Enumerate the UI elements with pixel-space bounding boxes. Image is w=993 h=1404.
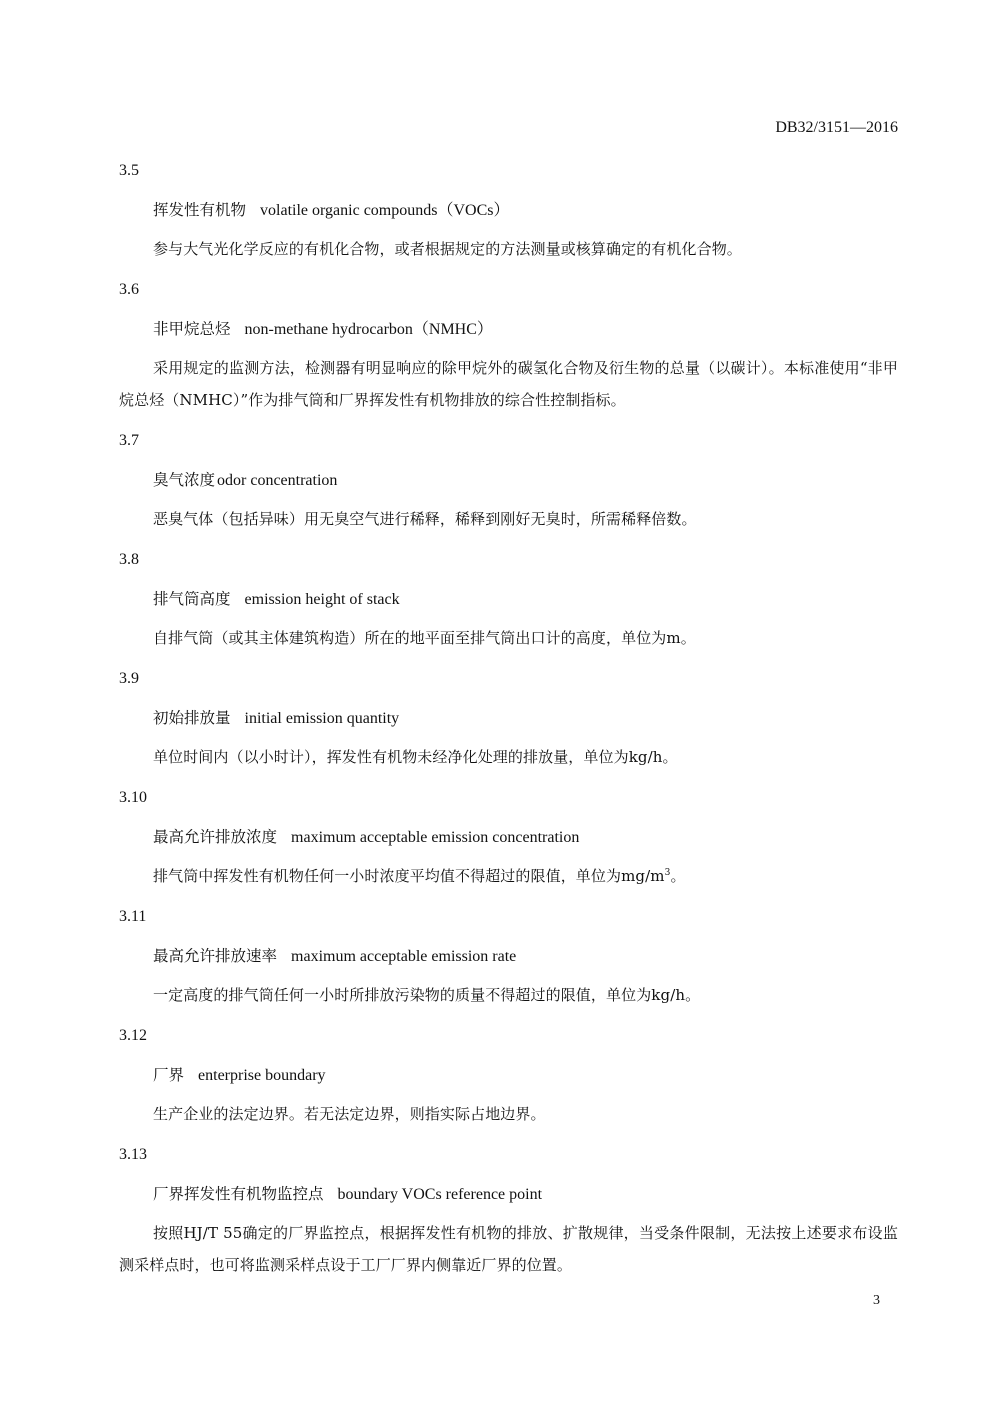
definition-text: 一定高度的排气筒任何一小时所排放污染物的质量不得超过的限值，单位为kg/h。 [153,986,701,1004]
section-number: 3.12 [119,1027,147,1044]
term-line [119,1184,898,1204]
term-chinese: 最高允许排放浓度 [153,828,278,846]
section-number: 3.5 [119,162,139,179]
term-english: emission height of stack [244,591,400,608]
term-line [119,827,898,847]
term-english: maximum acceptable emission concentration [291,829,580,846]
term-chinese: 厂界 [153,1066,185,1084]
page-number: 3 [873,1293,880,1308]
section-number: 3.13 [119,1146,147,1163]
term-english: initial emission quantity [244,710,400,727]
section-3-13 [119,1145,898,1281]
section-3-8 [119,550,898,654]
term-english: enterprise boundary [198,1067,326,1084]
section-number: 3.6 [119,281,139,298]
definition-end: 。 [670,867,686,885]
definition-main: 排气筒中挥发性有机物任何一小时浓度平均值不得超过的限值，单位为mg/m [153,867,665,885]
section-3-10 [119,788,898,892]
definition-text: 自排气筒（或其主体建筑构造）所在的地平面至排气筒出口计的高度，单位为m。 [153,629,696,647]
section-3-9 [119,669,898,773]
term-chinese: 初始排放量 [153,709,231,727]
term-chinese: 挥发性有机物 [153,201,247,219]
term-line [119,1065,898,1085]
section-3-6 [119,280,898,416]
term-line [119,470,898,490]
definition-text [119,860,898,892]
section-3-5 [119,161,898,265]
term-chinese: 排气筒高度 [153,590,231,608]
section-number: 3.9 [119,670,139,687]
term-chinese: 最高允许排放速率 [153,947,278,965]
section-3-7 [119,431,898,535]
term-chinese: 非甲烷总烃 [153,320,231,338]
section-number: 3.8 [119,551,139,568]
term-english: non-methane hydrocarbon（NMHC） [244,321,493,338]
term-english: odor concentration [217,472,338,489]
definition-text: 参与大气光化学反应的有机化合物，或者根据规定的方法测量或核算确定的有机化合物。 [153,240,742,258]
definition-text: 恶臭气体（包括异味）用无臭空气进行稀释，稀释到刚好无臭时，所需稀释倍数。 [153,510,697,528]
definition-text: 采用规定的监测方法，检测器有明显响应的除甲烷外的碳氢化合物及衍生物的总量（以碳计）。本标准使用“非甲烷总烃（NMHC）”作为排气筒和厂界挥发性有机物排放的综合性控制指标。 [119,359,898,409]
term-line [119,946,898,966]
term-english: volatile organic compounds（VOCs） [260,202,510,219]
term-line [119,200,898,220]
section-number: 3.11 [119,908,147,925]
section-3-11 [119,907,898,1011]
term-chinese: 厂界挥发性有机物监控点 [153,1185,324,1203]
section-3-12 [119,1026,898,1130]
term-chinese: 臭气浓度 [153,471,216,489]
term-english: boundary VOCs reference point [337,1186,543,1203]
term-line [119,319,898,339]
section-number: 3.10 [119,789,147,806]
section-number: 3.7 [119,432,139,449]
definition-text: 按照HJ/T 55确定的厂界监控点，根据挥发性有机物的排放、扩散规律，当受条件限制，无法按上述要求布设监测采样点时，也可将监测采样点设于工厂厂界内侧靠近厂界的位置。 [119,1224,898,1274]
standard-code: DB32/3151—2016 [775,119,898,136]
definition-text: 生产企业的法定边界。若无法定边界，则指实际占地边界。 [153,1105,546,1123]
term-line [119,589,898,609]
definition-text: 单位时间内（以小时计），挥发性有机物未经净化处理的排放量，单位为kg/h。 [153,748,678,766]
unit-superscript: 3 [664,868,671,878]
term-english: maximum acceptable emission rate [291,948,517,965]
definitions-list [119,161,898,1296]
term-line [119,708,898,728]
